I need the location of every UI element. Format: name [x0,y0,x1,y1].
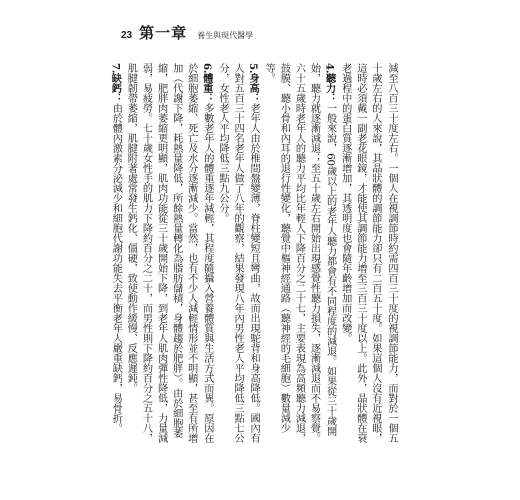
paragraph-text: 老年人由於椎間盤變薄，脊柱變短且彎曲，故而出現駝背和身高降低。國內有人對五百三十四名老年人做了八年的觀察，結果發現八年內男性老人平均降低三點七公分，女性老人平均降低三點九公分。 [216,63,260,444]
book-title: 養生與現代醫學 [197,31,254,40]
paragraph-height [215,63,261,451]
vertical-text-body [109,63,399,451]
paragraph-label: 6.體重： [200,63,213,104]
paragraph-weight [123,63,215,451]
chapter-label: 第一章 [139,24,188,42]
page-header [121,22,253,40]
paragraph-eyesight-continued [338,63,399,451]
page-number: 23 [121,30,133,41]
paragraph-label: 7.缺鈣： [109,63,122,104]
paragraph-label: 4.聽力： [323,63,336,104]
paragraph-text: 一般來說，60歲以上的老年人聽力都會有不同程度的減退。如果從三十歲開始，聽力就逐漸減退；至五十歲左右開始出現感覺性聽力損失，逐漸減退而不易察覺。六十五歲時老年人的聽力平均比年輕人下降百分之二十七，主要表現為高頻聽力減退，鼓膜、聽小骨和內耳的退行性變化，聽覺中樞神經通路（聽神經的毛細胞）數量減少等。 [263,63,336,443]
paragraph-text: 由於體內激素分泌減少和細胞代謝功能失去平衡老年人嚴重缺鈣，易骨折。 [110,103,122,434]
paragraph-text: 減至八百三十度左右。一個人在視調節時約需四百三十度的視調節能力，而對於一個五十歲左右的人來說，其晶狀體的調節能力卻只有二百五十度。如果這個人沒有近視眼，這時必須戴一副老花眼鏡，才能使其調節能力增至三百三十度以上。此外，晶狀體在衰老過程中的蛋白質逐漸增加，其透明度也會隨年齡增加而改變。 [339,63,397,443]
paragraph-label: 5.身高： [247,63,260,104]
paragraph-calcium [107,63,123,451]
paragraph-text: 多數老年人的體重逐年減輕，其程度隨攝入營養體質與生活方式而異。原因在於細胞萎縮、死亡及水分逐漸減少。當然，也有不少人減輕情形並不明顯，甚至有所增加（代謝下降，耗熱量降低，所餘熱量轉化為脂肪儲積，身體趨於肥胖）。由於細胞萎縮，肥胖肉萎縮更明顯，肌肉功能從三十歲開始下降，到老年人肌肉彈性降低，力量減弱，易疲勞。七十歲女性手的肌力下降約百分之二十，而男性則下降約百分之五十八，肌腱韌帶萎縮，肌腱附著處常發生鈣化、僵硬，致使動作緩慢、反應遲鈍。 [125,63,213,444]
paragraph-hearing [261,63,337,451]
